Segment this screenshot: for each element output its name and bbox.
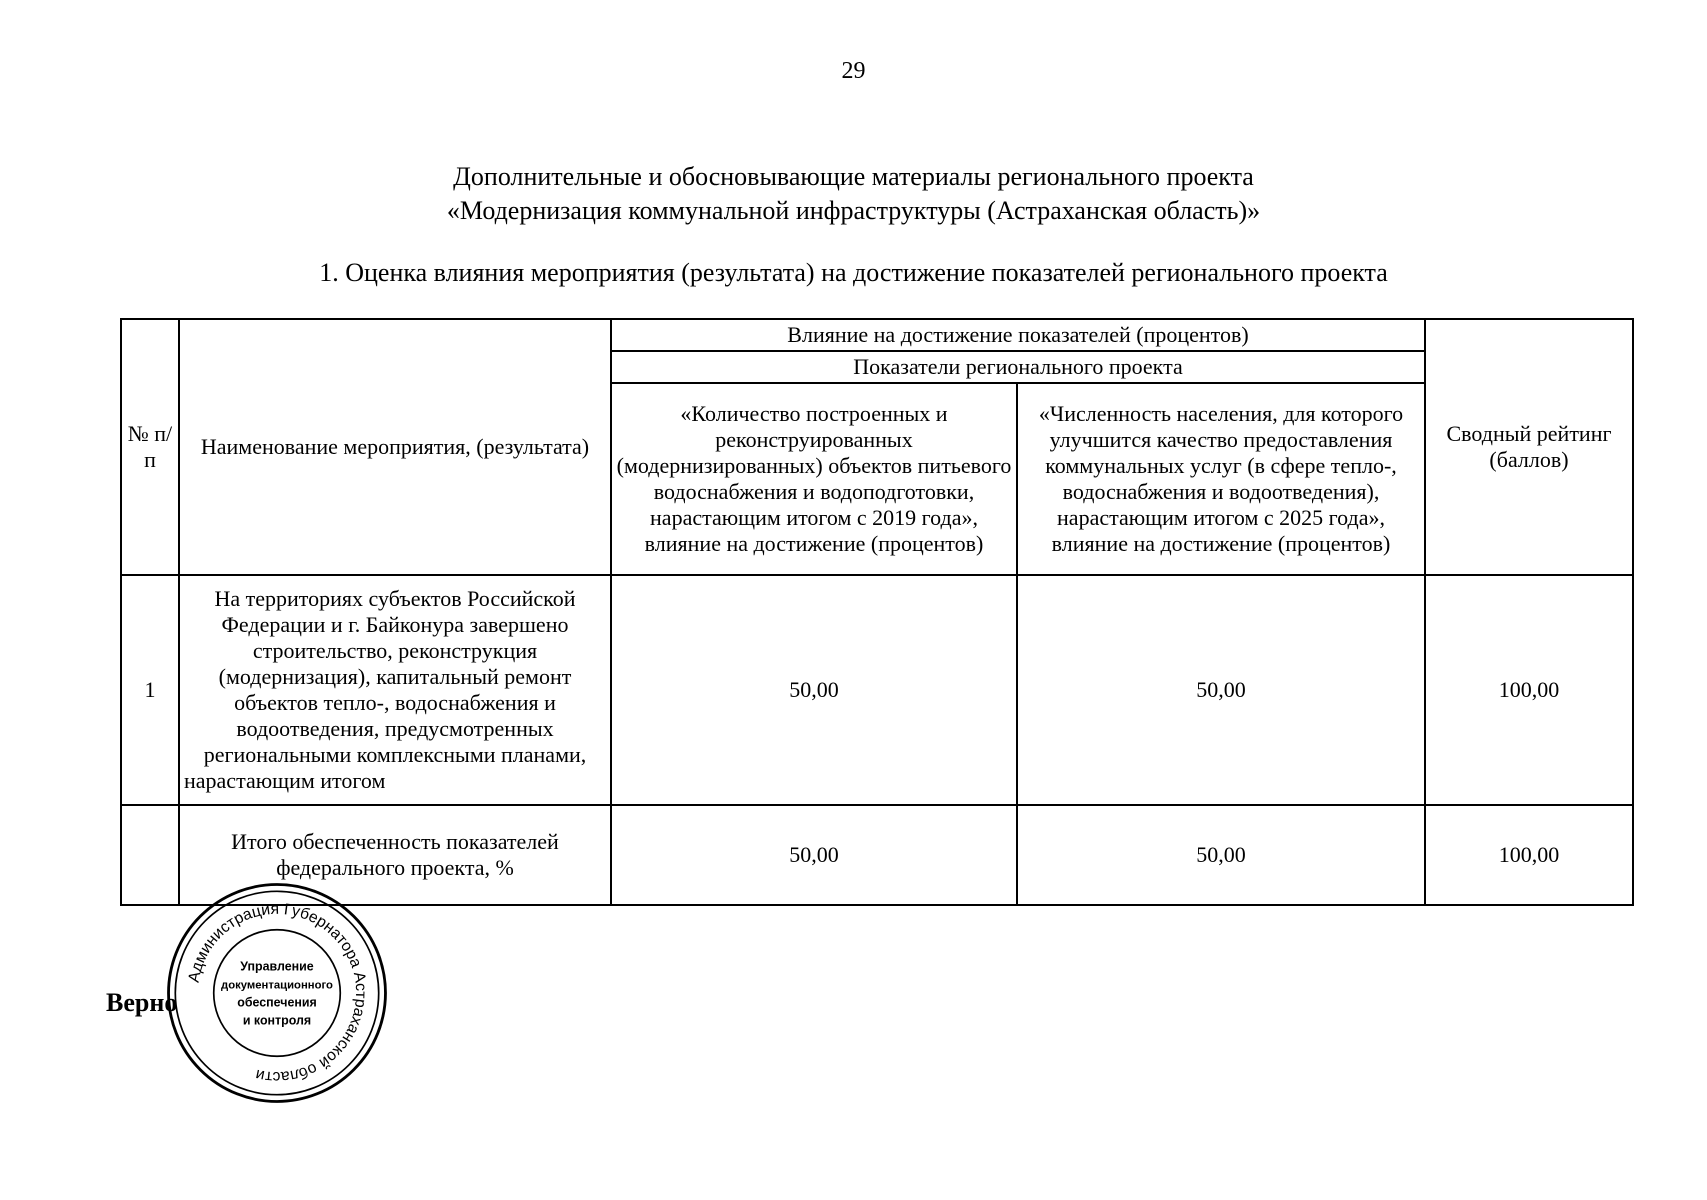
row-value-indicator-2: 50,00 [1017,575,1425,805]
document-title [0,160,1707,228]
total-rating: 100,00 [1425,805,1633,905]
total-value-indicator-1: 50,00 [611,805,1017,905]
header-influence: Влияние на достижение показателей (процентов) [611,319,1425,351]
header-num: № п/п [121,319,179,575]
document-title-line-2: «Модернизация коммунальной инфраструктуры (Астраханская область)» [446,196,1261,225]
row-rating: 100,00 [1425,575,1633,805]
row-num: 1 [121,575,179,805]
header-indicator-1: «Количество построенных и реконструированных (модернизированных) объектов питьевого водоснабжения и водоподготовки, нарастающим итогом с 2019 года», влияние на достижение (процентов) [611,383,1017,575]
seal-inner-ring [214,930,341,1057]
header-name: Наименование мероприятия, (результата) [179,319,611,575]
page-number: 29 [841,58,866,84]
header-rating: Сводный рейтинг (баллов) [1425,319,1633,575]
seal-center-line-4: и контроля [242,1013,312,1028]
document-title-line-1: Дополнительные и обосновывающие материалы регионального проекта [453,162,1254,191]
certification-label: Верно [106,988,178,1017]
table-row [121,575,1633,805]
row-name: На территориях субъектов Российской Федерации и г. Байконура завершено строительство, реконструкция (модернизация), капитальный ремонт объектов тепло-, водоснабжения и водоотведения, предусмотренных региональными комплексными планами, нарастающим итогом [179,575,611,805]
header-indicators: Показатели регионального проекта [611,351,1425,383]
seal-center-line-2: документационного [221,979,333,992]
seal-ring-text: Администрация Губернатора Астраханской области [185,900,370,1086]
assessment-table [120,318,1634,906]
seal-middle-ring [175,891,378,1094]
section-heading: 1. Оценка влияния мероприятия (результата) на достижение показателей регионального проекта [319,258,1388,287]
row-value-indicator-1: 50,00 [611,575,1017,805]
seal-center-line-1: Управление [240,959,314,974]
total-name: Итого обеспеченность показателей федерального проекта, % [179,805,611,905]
official-seal-stamp [164,880,390,1106]
header-indicator-2: «Численность населения, для которого улучшится качество предоставления коммунальных услуг (в сфере тепло-, водоснабжения и водоотведения), нарастающим итогом с 2025 года», влияние на достижение (процентов) [1017,383,1425,575]
seal-center-line-3: обеспечения [237,995,317,1010]
total-value-indicator-2: 50,00 [1017,805,1425,905]
